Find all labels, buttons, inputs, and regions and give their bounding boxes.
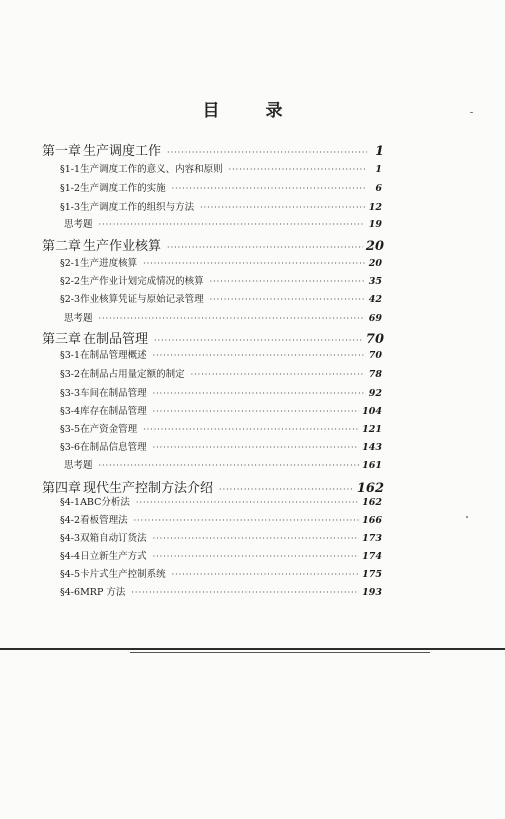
toc-chapter-entry bbox=[42, 235, 384, 253]
scan-speck bbox=[466, 516, 468, 518]
toc-entry-page: 162 bbox=[362, 497, 382, 508]
toc-entry-label: 日立新生产方式 bbox=[80, 551, 147, 562]
toc-leader-dots bbox=[99, 462, 360, 470]
toc-section-entry bbox=[60, 273, 382, 287]
toc-section-entry bbox=[60, 530, 382, 544]
toc-exercise-entry bbox=[64, 310, 382, 324]
toc-entry-label: 生产调度工作的组织与方法 bbox=[80, 202, 195, 213]
toc-leader-dots bbox=[167, 149, 367, 157]
toc-chapter-entry bbox=[42, 140, 384, 158]
page-bottom-rule-secondary bbox=[130, 652, 430, 653]
toc-entry-label: 在制品占用量定额的制定 bbox=[80, 369, 185, 380]
toc-entry-number: 第一章 bbox=[42, 144, 82, 158]
toc-leader-dots bbox=[229, 166, 365, 174]
toc-entry-number: §2-3 bbox=[60, 294, 81, 305]
toc-entry-page: 161 bbox=[362, 460, 382, 471]
toc-entry-page: 78 bbox=[368, 369, 382, 380]
toc-entry-number: 第三章 bbox=[42, 332, 82, 346]
toc-entry-label: 在制品信息管理 bbox=[80, 442, 147, 453]
toc-entry-page: 42 bbox=[368, 294, 382, 305]
toc-leader-dots bbox=[134, 517, 360, 525]
toc-entry-page: 121 bbox=[362, 424, 382, 435]
toc-leader-dots bbox=[210, 278, 365, 286]
toc-leader-dots bbox=[143, 426, 359, 434]
toc-entry-page: 1 bbox=[375, 164, 382, 175]
toc-entry-page: 19 bbox=[368, 219, 382, 230]
toc-entry-label: 看板管理法 bbox=[80, 515, 128, 526]
toc-exercise-entry bbox=[64, 457, 382, 471]
toc-entry-label: MRP 方法 bbox=[80, 587, 126, 598]
page-title: 目 录 bbox=[202, 101, 303, 121]
toc-entry-page: 173 bbox=[362, 533, 382, 544]
toc-entry-number: §3-3 bbox=[60, 388, 81, 399]
toc-entry-page: 20 bbox=[365, 239, 384, 253]
toc-entry-label: 思考题 bbox=[64, 460, 93, 471]
toc-entry-label: 思考题 bbox=[64, 313, 93, 324]
toc-section-entry bbox=[60, 291, 382, 305]
toc-entry-number: §4-1 bbox=[60, 497, 81, 508]
toc-section-entry bbox=[60, 199, 382, 213]
toc-entry-number: §2-1 bbox=[60, 258, 81, 269]
toc-entry-page: 143 bbox=[362, 442, 382, 453]
toc-entry-label: 生产调度工作的实施 bbox=[80, 183, 166, 194]
toc-entry-label: 现代生产控制方法介绍 bbox=[83, 481, 214, 495]
toc-chapter-entry bbox=[42, 328, 384, 346]
toc-leader-dots bbox=[167, 244, 363, 252]
toc-section-entry bbox=[60, 347, 382, 361]
toc-leader-dots bbox=[131, 589, 359, 597]
toc-section-entry bbox=[60, 584, 382, 598]
toc-entry-page: 175 bbox=[362, 569, 382, 580]
toc-section-entry bbox=[60, 403, 382, 417]
toc-entry-number: §3-6 bbox=[60, 442, 81, 453]
toc-entry-label: 在产资金管理 bbox=[80, 424, 138, 435]
toc-chapter-entry bbox=[42, 477, 384, 495]
toc-entry-label: 卡片式生产控制系统 bbox=[80, 569, 166, 580]
toc-entry-label: 生产调度工作的意义、内容和原则 bbox=[80, 164, 223, 175]
toc-entry-page: 35 bbox=[368, 276, 382, 287]
toc-entry-number: §3-4 bbox=[60, 406, 81, 417]
toc-entry-number: §1-1 bbox=[60, 164, 81, 175]
toc-leader-dots bbox=[172, 571, 360, 579]
toc-section-entry bbox=[60, 366, 382, 380]
toc-entry-page: 12 bbox=[368, 202, 382, 213]
toc-leader-dots bbox=[143, 260, 365, 268]
toc-section-entry bbox=[60, 439, 382, 453]
toc-entry-page: 20 bbox=[368, 258, 382, 269]
toc-section-entry bbox=[60, 161, 382, 175]
toc-entry-page: 166 bbox=[362, 515, 382, 526]
toc-leader-dots bbox=[191, 371, 365, 379]
toc-entry-number: §4-6 bbox=[60, 587, 81, 598]
toc-entry-page: 174 bbox=[362, 551, 382, 562]
toc-leader-dots bbox=[210, 296, 365, 304]
toc-entry-page: 70 bbox=[365, 332, 384, 346]
toc-entry-label: 生产进度核算 bbox=[80, 258, 138, 269]
toc-section-entry bbox=[60, 512, 382, 526]
toc-leader-dots bbox=[153, 408, 360, 416]
toc-entry-label: 生产调度工作 bbox=[83, 144, 162, 158]
toc-leader-dots bbox=[136, 499, 359, 507]
toc-entry-label: 作业核算凭证与原始记录管理 bbox=[80, 294, 204, 305]
toc-entry-label: 生产作业计划完成情况的核算 bbox=[80, 276, 204, 287]
toc-leader-dots bbox=[153, 390, 365, 398]
toc-section-entry bbox=[60, 494, 382, 508]
toc-leader-dots bbox=[153, 535, 360, 543]
toc-entry-page: 70 bbox=[368, 350, 382, 361]
toc-entry-label: 在制品管理 bbox=[83, 332, 149, 346]
toc-section-entry bbox=[60, 255, 382, 269]
toc-entry-page: 162 bbox=[356, 481, 384, 495]
scan-speck bbox=[470, 112, 473, 113]
toc-section-entry bbox=[60, 421, 382, 435]
toc-section-entry bbox=[60, 548, 382, 562]
toc-leader-dots bbox=[154, 337, 363, 345]
toc-entry-label: 在制品管理概述 bbox=[80, 350, 147, 361]
toc-entry-number: §3-2 bbox=[60, 369, 81, 380]
toc-entry-number: §1-2 bbox=[60, 183, 81, 194]
toc-entry-page: 69 bbox=[368, 313, 382, 324]
toc-exercise-entry bbox=[64, 216, 382, 230]
toc-section-entry bbox=[60, 385, 382, 399]
toc-entry-label: 库存在制品管理 bbox=[80, 406, 147, 417]
toc-leader-dots bbox=[200, 204, 365, 212]
toc-leader-dots bbox=[172, 185, 365, 193]
toc-entry-number: §1-3 bbox=[60, 202, 81, 213]
page-bottom-rule bbox=[0, 648, 505, 650]
toc-entry-label: ABC分析法 bbox=[80, 497, 130, 508]
toc-leader-dots bbox=[153, 352, 365, 360]
toc-leader-dots bbox=[99, 315, 365, 323]
toc-leader-dots bbox=[153, 444, 360, 452]
toc-entry-label: 车间在制品管理 bbox=[80, 388, 147, 399]
toc-section-entry bbox=[60, 566, 382, 580]
toc-entry-page: 1 bbox=[374, 144, 384, 158]
toc-entry-number: §4-2 bbox=[60, 515, 81, 526]
toc-leader-dots bbox=[153, 553, 360, 561]
toc-entry-label: 双箱自动订货法 bbox=[80, 533, 147, 544]
toc-entry-label: 生产作业核算 bbox=[83, 239, 162, 253]
toc-leader-dots bbox=[99, 221, 365, 229]
toc-entry-number: §3-5 bbox=[60, 424, 81, 435]
toc-entry-page: 6 bbox=[375, 183, 382, 194]
toc-entry-number: §4-3 bbox=[60, 533, 81, 544]
toc-entry-label: 思考题 bbox=[64, 219, 93, 230]
toc-entry-number: §4-5 bbox=[60, 569, 81, 580]
toc-entry-number: §3-1 bbox=[60, 350, 81, 361]
toc-leader-dots bbox=[219, 486, 354, 494]
toc-entry-number: 第四章 bbox=[42, 481, 82, 495]
toc-entry-number: §2-2 bbox=[60, 276, 81, 287]
toc-entry-page: 92 bbox=[368, 388, 382, 399]
toc-entry-page: 193 bbox=[362, 587, 382, 598]
toc-entry-number: 第二章 bbox=[42, 239, 82, 253]
toc-entry-number: §4-4 bbox=[60, 551, 81, 562]
toc-entry-page: 104 bbox=[362, 406, 382, 417]
toc-section-entry bbox=[60, 180, 382, 194]
